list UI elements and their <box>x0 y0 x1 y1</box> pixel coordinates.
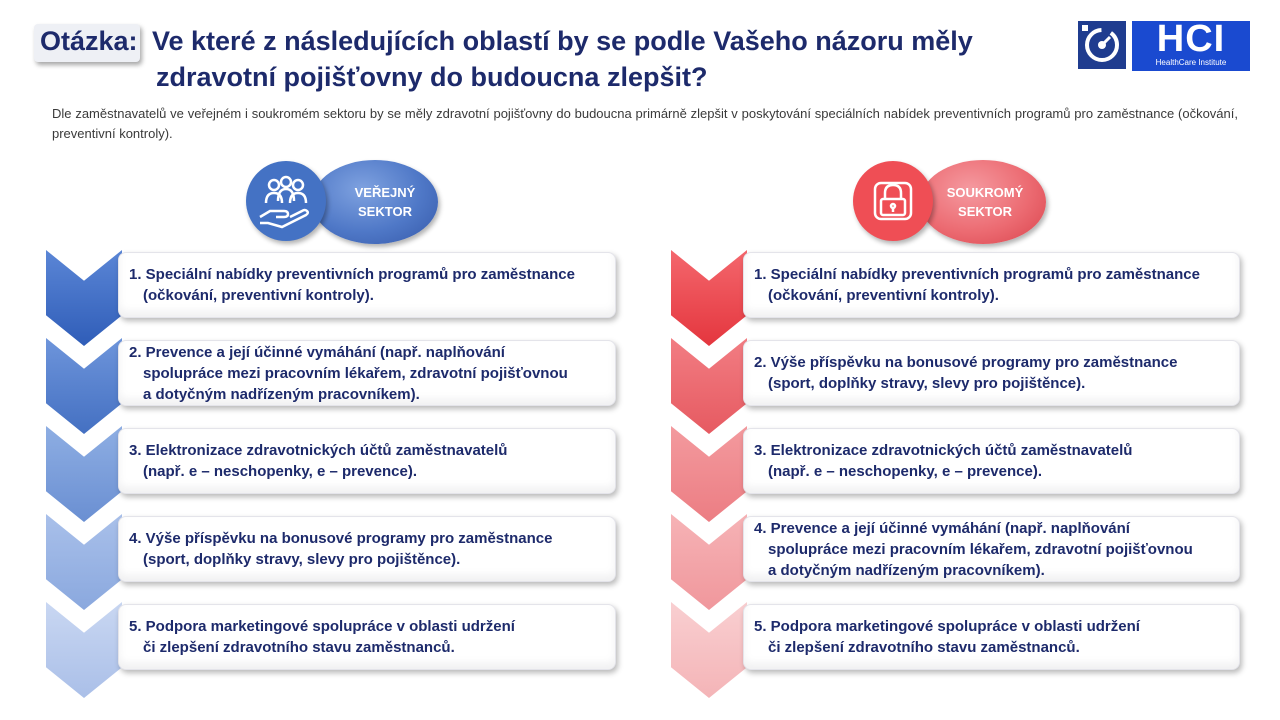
private-chevron-5 <box>671 602 747 698</box>
hci-logo-text: HCI <box>1156 18 1226 60</box>
lock-icon <box>853 161 933 241</box>
public-item-2-line2: spolupráce mezi pracovním lékařem, zdravotní pojišťovnou <box>143 364 568 382</box>
public-item-3 <box>118 428 616 494</box>
public-item-1-line2: (očkování, preventivní kontroly). <box>143 287 374 304</box>
public-item-4 <box>118 516 616 582</box>
public-chevron-1 <box>46 250 122 346</box>
hci-logo-subtext: HealthCare Institute <box>1155 58 1227 67</box>
public-sector-label-line2: SEKTOR <box>358 204 412 219</box>
public-item-1 <box>118 252 616 318</box>
public-item-4-line2: (sport, doplňky stravy, slevy pro pojištěnce). <box>143 551 461 568</box>
private-sector-icon-circle <box>853 161 933 241</box>
public-chevron-5 <box>46 602 122 698</box>
public-sector-label <box>312 160 438 244</box>
public-chevron-3 <box>46 426 122 522</box>
private-item-5-line1: 5. Podpora marketingové spolupráce v oblasti udržení <box>754 618 1140 635</box>
public-item-4-line1: 4. Výše příspěvku na bonusové programy pro zaměstnance <box>129 530 553 547</box>
public-sector-icon-circle <box>246 161 326 241</box>
public-item-5 <box>118 604 616 670</box>
public-item-3-line2: (např. e – neschopenky, e – prevence). <box>143 463 417 480</box>
hci-logo <box>1078 18 1250 71</box>
intro-paragraph: Dle zaměstnavatelů ve veřejném i soukromém sektoru by se měly zdravotní pojišťovny do budoucna primárně zlepšit v poskytování speciálních nabídek preventivních programů pro zaměstnance (očkování, preventivní kontroly). <box>52 106 1238 141</box>
private-item-3-line2: (např. e – neschopenky, e – prevence). <box>768 463 1042 480</box>
public-item-3-line1: 3. Elektronizace zdravotnických účtů zaměstnavatelů <box>129 442 508 459</box>
private-chevron-4 <box>671 514 747 610</box>
private-item-4 <box>743 516 1240 582</box>
public-item-1-line1: 1. Speciální nabídky preventivních programů pro zaměstnance <box>129 266 575 283</box>
private-item-2-line2: (sport, doplňky stravy, slevy pro pojištěnce). <box>768 375 1086 392</box>
public-item-5-line2: či zlepšení zdravotního stavu zaměstnanců. <box>143 639 455 656</box>
private-item-2 <box>743 340 1240 406</box>
private-item-4-line3: a dotyčným nadřízeným pracovníkem). <box>768 561 1045 579</box>
private-sector-label <box>920 160 1046 244</box>
private-chevron-2 <box>671 338 747 434</box>
public-chevron-2 <box>46 338 122 434</box>
gauge-icon <box>1078 21 1126 69</box>
public-item-5-line1: 5. Podpora marketingové spolupráce v oblasti udržení <box>129 618 515 635</box>
private-chevron-3 <box>671 426 747 522</box>
private-item-1-line1: 1. Speciální nabídky preventivních programů pro zaměstnance <box>754 266 1200 283</box>
private-item-1 <box>743 252 1240 318</box>
private-item-2-line1: 2. Výše příspěvku na bonusové programy pro zaměstnance <box>754 354 1178 371</box>
private-chevron-1 <box>671 250 747 346</box>
public-sector-label-line1: VEŘEJNÝ <box>354 185 416 200</box>
private-item-4-line1: 4. Prevence a její účinné vymáhání (např. naplňování <box>754 519 1130 537</box>
people-hand-icon <box>246 161 326 241</box>
private-item-3 <box>743 428 1240 494</box>
question-title-line2: zdravotní pojišťovny do budoucna zlepšit? <box>156 62 708 92</box>
private-sector-label-line2: SEKTOR <box>958 204 1012 219</box>
private-item-4-line2: spolupráce mezi pracovním lékařem, zdravotní pojišťovnou <box>768 540 1193 558</box>
public-chevron-4 <box>46 514 122 610</box>
private-item-1-line2: (očkování, preventivní kontroly). <box>768 287 999 304</box>
hci-wordmark <box>1132 18 1250 71</box>
question-badge <box>34 24 140 62</box>
private-item-5 <box>743 604 1240 670</box>
public-item-2 <box>118 340 616 406</box>
private-item-5-line2: či zlepšení zdravotního stavu zaměstnanců. <box>768 639 1080 656</box>
question-title-line1: Ve které z následujících oblastí by se podle Vašeho názoru měly <box>152 26 973 56</box>
question-label: Otázka: <box>40 26 138 56</box>
public-item-2-line1: 2. Prevence a její účinné vymáhání (např. naplňování <box>129 343 505 361</box>
public-item-2-line3: a dotyčným nadřízeným pracovníkem). <box>143 385 420 403</box>
private-item-3-line1: 3. Elektronizace zdravotnických účtů zaměstnavatelů <box>754 442 1133 459</box>
private-sector-label-line1: SOUKROMÝ <box>946 185 1024 200</box>
